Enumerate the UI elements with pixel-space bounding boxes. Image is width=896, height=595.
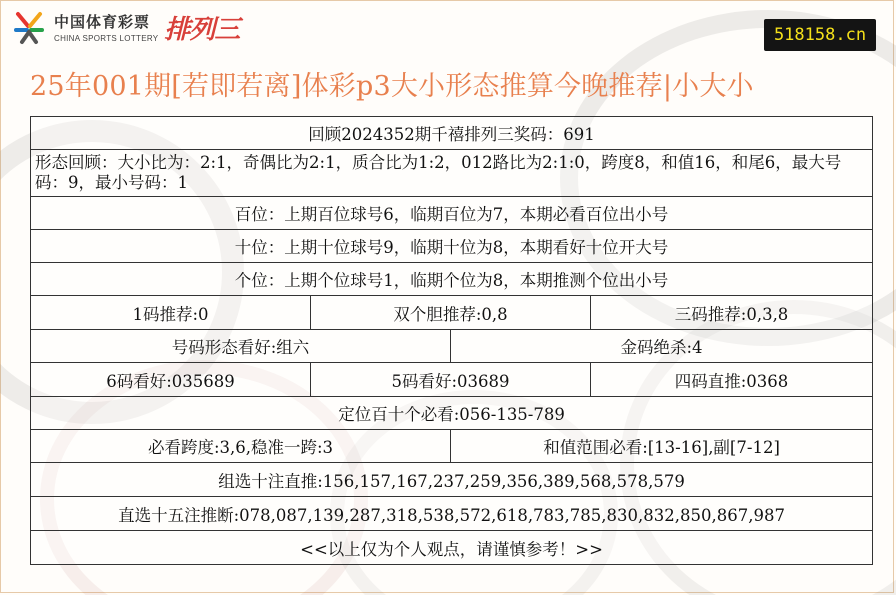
table-row bbox=[31, 117, 873, 150]
review-cell: 回顾2024352期千禧排列三奖码：691 bbox=[31, 117, 873, 150]
sum-range-cell: 和值范围必看:[13-16],副[7-12] bbox=[451, 430, 873, 463]
table-row bbox=[31, 197, 873, 230]
pattern-review-cell: 形态回顾：大小比为：2:1，奇偶比为2:1，质合比为1:2，012路比为2:1:0，跨度8，和值16，和尾6，最大号码：9，最小号码：1 bbox=[31, 150, 873, 197]
four-direct-cell: 四码直推:0368 bbox=[591, 363, 873, 397]
six-code-cell: 6码看好:035689 bbox=[31, 363, 311, 397]
kill-cell: 金码绝杀:4 bbox=[451, 330, 873, 363]
table-row bbox=[31, 430, 873, 463]
table-row bbox=[31, 296, 873, 330]
table-row bbox=[31, 230, 873, 263]
direct-fifteen-cell: 直选十五注推断:078,087,139,287,318,538,572,618,783,785,830,832,850,867,987 bbox=[31, 497, 873, 531]
three-code-cell: 三码推荐:0,3,8 bbox=[591, 296, 873, 330]
double-gall-cell: 双个胆推荐:0,8 bbox=[311, 296, 591, 330]
site-badge[interactable]: 518158.cn bbox=[764, 19, 876, 51]
tens-cell: 十位：上期十位球号9，临期十位为8，本期看好十位开大号 bbox=[31, 230, 873, 263]
table-row bbox=[31, 150, 873, 197]
table-row bbox=[31, 330, 873, 363]
china-sports-lottery-logo[interactable] bbox=[10, 8, 239, 46]
lottery-logo-icon bbox=[10, 8, 48, 46]
logo-english-name: CHINA SPORTS LOTTERY bbox=[54, 34, 159, 43]
five-code-cell: 5码看好:03689 bbox=[311, 363, 591, 397]
table-row bbox=[31, 363, 873, 397]
hundreds-cell: 百位：上期百位球号6，临期百位为7，本期必看百位出小号 bbox=[31, 197, 873, 230]
header bbox=[0, 0, 896, 60]
table-row bbox=[31, 531, 873, 565]
table-row bbox=[31, 397, 873, 430]
table-row bbox=[31, 463, 873, 497]
table-row bbox=[31, 263, 873, 296]
form-cell: 号码形态看好:组六 bbox=[31, 330, 451, 363]
span-cell: 必看跨度:3,6,稳准一跨:3 bbox=[31, 430, 451, 463]
one-code-cell: 1码推荐:0 bbox=[31, 296, 311, 330]
table-row bbox=[31, 497, 873, 531]
group-ten-cell: 组选十注直推:156,157,167,237,259,356,389,568,578,579 bbox=[31, 463, 873, 497]
prediction-table bbox=[30, 116, 873, 565]
logo-chinese-name: 中国体育彩票 bbox=[54, 14, 151, 31]
logo-product-name: 排列三 bbox=[164, 13, 240, 44]
footer-note-cell: <<以上仅为个人观点，请谨慎参考！>> bbox=[31, 531, 873, 565]
units-cell: 个位：上期个位球号1，临期个位为8，本期推测个位出小号 bbox=[31, 263, 873, 296]
page-title: 25年001期[若即若离]体彩p3大小形态推算今晚推荐|小大小 bbox=[30, 71, 754, 102]
position-cell: 定位百十个必看:056-135-789 bbox=[31, 397, 873, 430]
